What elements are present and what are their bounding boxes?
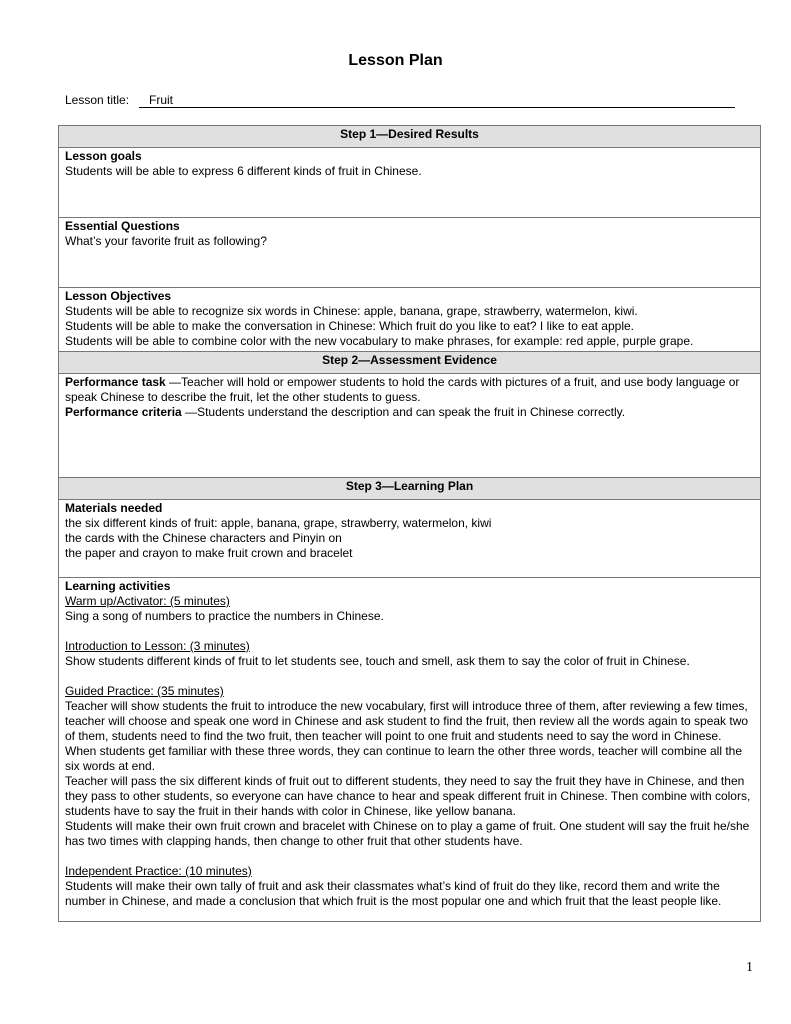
lesson-title-value: Fruit <box>149 93 173 107</box>
lesson-objectives-heading: Lesson Objectives <box>65 289 172 303</box>
objective-line: Students will be able to combine color with the new vocabulary to make phrases, for example: red apple, purple grape. <box>65 334 694 348</box>
lesson-goals-text: Students will be able to express 6 different kinds of fruit in Chinese. <box>65 164 422 178</box>
warmup-heading: Warm up/Activator: (5 minutes) <box>65 594 230 608</box>
lesson-goals-heading: Lesson goals <box>65 149 142 163</box>
materials-line: the six different kinds of fruit: apple, banana, grape, strawberry, watermelon, kiwi <box>65 516 492 530</box>
performance-task <box>65 375 754 405</box>
objective-line: Students will be able to recognize six words in Chinese: apple, banana, grape, strawberry, watermelon, kiwi. <box>65 304 638 318</box>
lesson-title-label: Lesson title: <box>65 93 130 107</box>
performance-task-label: Performance task <box>65 375 166 389</box>
intro-heading: Introduction to Lesson: (3 minutes) <box>65 639 250 653</box>
materials-heading: Materials needed <box>65 501 163 515</box>
performance-criteria-text: —Students understand the description and can speak the fruit in Chinese correctly. <box>181 405 626 419</box>
lesson-plan-table <box>58 125 761 922</box>
independent-heading: Independent Practice: (10 minutes) <box>65 864 252 878</box>
performance-criteria-label: Performance criteria <box>65 405 182 419</box>
warmup-text: Sing a song of numbers to practice the numbers in Chinese. <box>65 609 384 623</box>
learning-activities-cell <box>59 578 761 922</box>
step1-header: Step 1—Desired Results <box>59 126 761 148</box>
materials-line: the cards with the Chinese characters and Pinyin on <box>65 531 342 545</box>
step2-header: Step 2—Assessment Evidence <box>59 352 761 374</box>
intro-text: Show students different kinds of fruit to let students see, touch and smell, ask them to say the color of fruit in Chinese. <box>65 654 690 668</box>
materials-line: the paper and crayon to make fruit crown and bracelet <box>65 546 353 560</box>
learning-activities-heading: Learning activities <box>65 579 171 593</box>
lesson-title-underline <box>139 93 735 108</box>
performance-task-text: —Teacher will hold or empower students to hold the cards with pictures of a fruit, and use body language or speak Chinese to describe the fruit, let the other students to guess. <box>65 375 740 404</box>
objective-line: Students will be able to make the conversation in Chinese: Which fruit do you like to eat? I like to eat apple. <box>65 319 634 333</box>
essential-questions-text: What’s your favorite fruit as following? <box>65 234 267 248</box>
page-number: 1 <box>746 960 753 975</box>
guided-paragraph: Students will make their own fruit crown and bracelet with Chinese on to play a game of fruit. One student will say the fruit he/she has two times with clapping hands, then change to other fruit that other students have. <box>65 819 750 848</box>
materials-cell <box>59 500 761 578</box>
lesson-goals-cell <box>59 148 761 218</box>
lesson-title-row <box>65 93 173 107</box>
essential-questions-cell <box>59 218 761 288</box>
guided-paragraph: Teacher will show students the fruit to introduce the new vocabulary, first will introduce three of them, after reviewing a few times, teacher will choose and speak one word in Chinese and ask student to find the fruit, then review all the words again to speak two of them, students need to find the two fruit, then teacher will point to one fruit and students need to say the word in Chinese. When students get familiar with these three words, they can continue to learn the other three words, teacher will combine all the six words at end. <box>65 699 749 773</box>
step3-header: Step 3—Learning Plan <box>59 478 761 500</box>
lesson-objectives-cell <box>59 288 761 352</box>
essential-questions-heading: Essential Questions <box>65 219 180 233</box>
performance-criteria <box>65 405 754 420</box>
performance-cell <box>59 374 761 478</box>
page-title: Lesson Plan <box>348 52 443 69</box>
guided-heading: Guided Practice: (35 minutes) <box>65 684 224 698</box>
guided-paragraph: Teacher will pass the six different kinds of fruit out to different students, they need to say the fruit they have in Chinese, and then they pass to other students, so everyone can have chance to hear and speak different fruit in Chinese. Then combine with colors, students have to say the fruit in their hands with color in Chinese, like yellow banana. <box>65 774 751 818</box>
independent-text: Students will make their own tally of fruit and ask their classmates what’s kind of fruit do they like, record them and write the number in Chinese, and made a conclusion that which fruit is the most popular one and which fruit that the least people like. <box>65 879 722 908</box>
